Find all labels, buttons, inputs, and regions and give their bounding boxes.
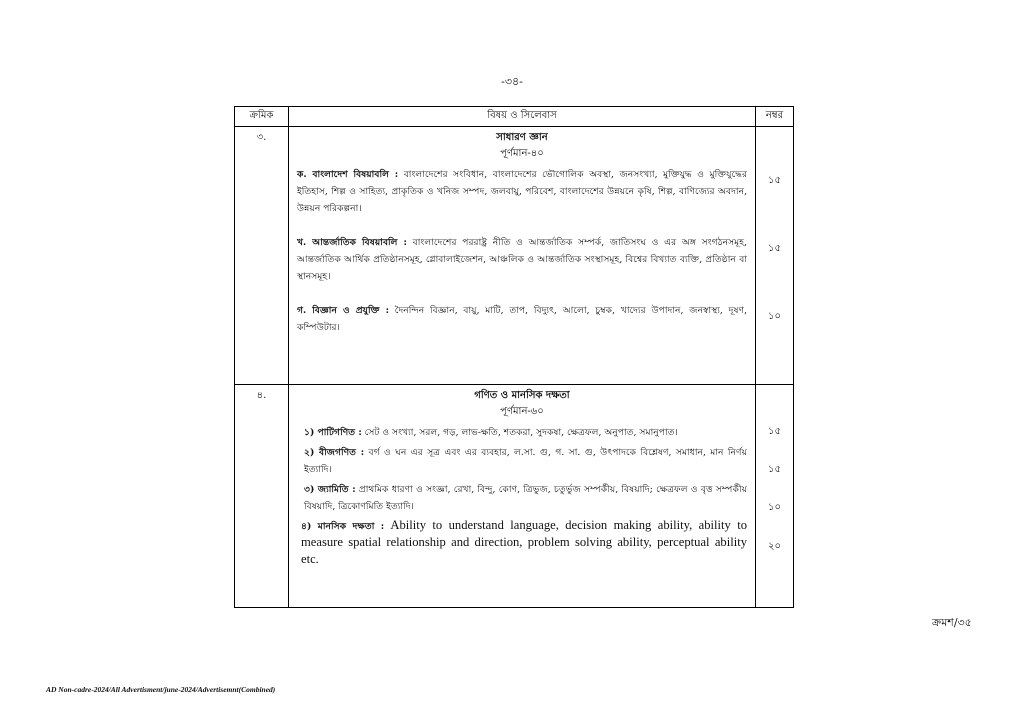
- list-item: [297, 424, 747, 441]
- list-item: [297, 302, 747, 336]
- item-label: ক. বাংলাদেশ বিষয়াবলি :: [297, 169, 399, 180]
- syllabus-table: [234, 106, 794, 608]
- item-label: ৩) জ্যামিতি :: [304, 484, 356, 495]
- section-title: গণিত ও মানসিক দক্ষতা: [474, 390, 570, 401]
- item-text: সেট ও সংখ্যা, সরল, গড়, লাভ-ক্ষতি, শতকরা, সুদকষা, ক্ষেত্রফল, অনুপাত, সমানুপাত।: [361, 427, 678, 438]
- item-text: Ability to understand language, decision making ability, ability to measure spatial relationship and direction, problem solving ability, perceptual ability etc.: [301, 518, 747, 566]
- item-text: বাংলাদেশের পররাষ্ট্র নীতি ও আন্তর্জাতিক সম্পর্ক, জাতিসংঘ ও এর অঙ্গ সংগঠনসমূহ, আন্তর্জাতিক আর্থিক প্রতিষ্ঠানসমূহ, গ্লোবালাইজেশন, আঞ্চলিক ও আন্তর্জাতিক সংস্থাসমূহ, বিশ্বের বিখ্যাত ব্যক্তি, প্রতিষ্ঠান বা স্থানসমূহ।: [297, 237, 748, 282]
- header-marks: নম্বর: [756, 107, 794, 127]
- item-marks: ১৫: [768, 464, 781, 475]
- item-marks: ১৫: [768, 426, 781, 437]
- item-label: ৪) মানসিক দক্ষতা :: [301, 521, 385, 532]
- item-label: ১) পাটিগণিত :: [304, 427, 362, 438]
- item-label: খ. আন্তর্জাতিক বিষয়াবলি :: [297, 237, 407, 248]
- content-cell: [289, 385, 756, 608]
- table-row: [235, 127, 794, 385]
- item-marks: ১০: [768, 502, 781, 513]
- header-serial: ক্রমিক: [235, 107, 289, 127]
- item-text: দৈনন্দিন বিজ্ঞান, বায়ু, মাটি, তাপ, বিদ্যুৎ, আলো, চুম্বক, খাদ্যের উপাদান, জনস্বাস্থ্য, দূষণ, কম্পিউটার।: [297, 305, 747, 333]
- list-item: [297, 481, 747, 515]
- serial-cell: ৪.: [235, 385, 289, 608]
- item-text: বাংলাদেশের সংবিধান, বাংলাদেশের ভৌগোলিক অবস্থা, জনসংখ্যা, মুক্তিযুদ্ধ ও মুক্তিযুদ্ধের ইতিহাস, শিল্প ও সাহিত্য, প্রাকৃতিক ও খনিজ সম্পদ, জলবায়ু, পরিবেশ, বাংলাদেশের উন্নয়নে কৃষি, শিল্প, বাণিজ্যের অবদান, উন্নয়ন পরিকল্পনা।: [297, 169, 747, 214]
- page-number: -৩৪-: [501, 75, 523, 88]
- item-label: ২) বীজগণিত :: [304, 447, 365, 458]
- table-row: [235, 385, 794, 608]
- item-marks: ১০: [768, 311, 781, 322]
- item-marks: ২০: [767, 541, 781, 552]
- continued-note: ক্রমশ/৩৫: [932, 616, 972, 629]
- footer-path: AD Non-cadre-2024/All Advertisment/june-2024/Advertisemnt(Combined): [46, 685, 276, 694]
- full-marks: পূর্ণমান-৬০: [500, 406, 544, 417]
- marks-cell: [756, 127, 794, 385]
- item-marks: ১৫: [768, 175, 781, 186]
- list-item: [297, 444, 747, 478]
- section-title: সাধারণ জ্ঞান: [496, 132, 548, 143]
- header-subject: বিষয় ও সিলেবাস: [289, 107, 756, 127]
- list-item: [297, 234, 747, 285]
- table-header-row: [235, 107, 794, 127]
- marks-cell: [756, 385, 794, 608]
- item-text: প্রাথমিক ধারণা ও সংজ্ঞা, রেখা, বিন্দু, কোণ, ত্রিভুজ, চতুর্ভুজ সম্পর্কীয়, বিষয়াদি; ক্ষেত্রফল ও বৃত্ত সম্পর্কীয় বিষয়াদি, ত্রিকোণমিতি ইত্যাদি।: [304, 484, 747, 512]
- full-marks: পূর্ণমান-৪০: [500, 148, 544, 159]
- content-cell: [289, 127, 756, 385]
- item-text: বর্গ ও ঘন এর সূত্র এবং এর ব্যবহার, ল.সা. গু, গ. সা. গু, উৎপাদকে বিশ্লেষণ, সমাধান, মান নির্ণয় ইত্যাদি।: [304, 447, 747, 475]
- item-marks: ১৫: [768, 243, 781, 254]
- list-item: [297, 166, 747, 217]
- serial-cell: ৩.: [235, 127, 289, 385]
- item-label: গ. বিজ্ঞান ও প্রযুক্তি :: [297, 305, 389, 316]
- list-item: [297, 518, 747, 569]
